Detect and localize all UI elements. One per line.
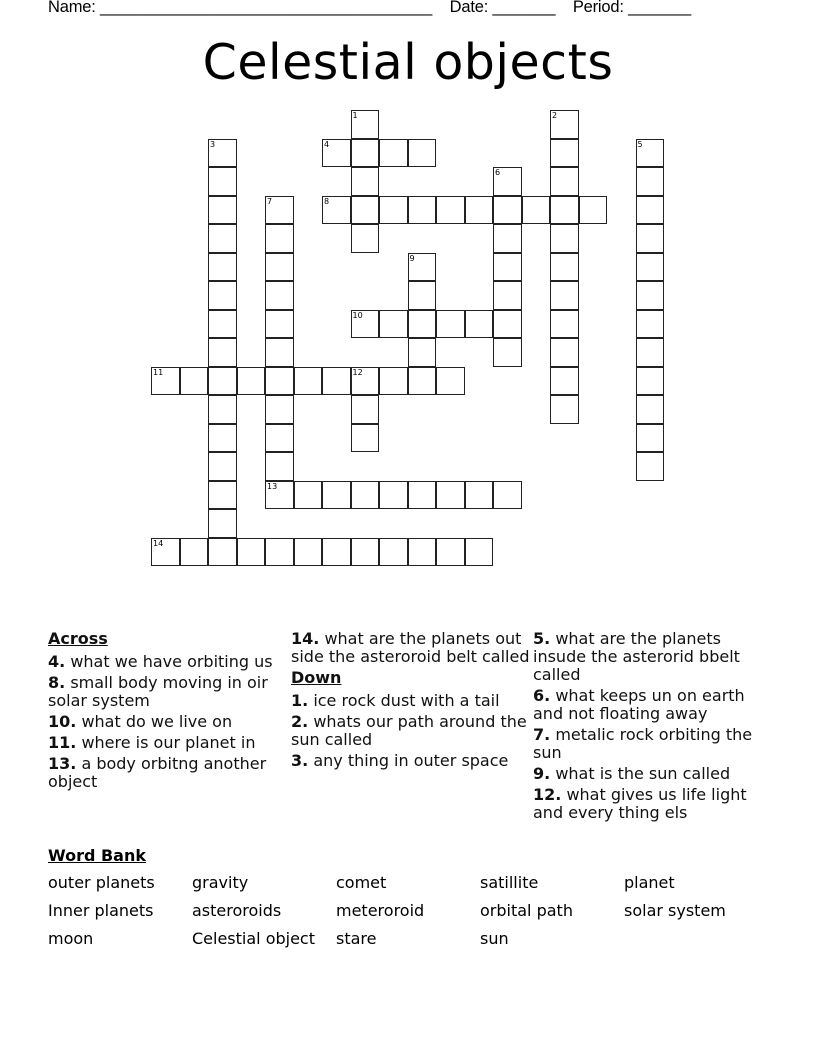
crossword-cell[interactable]: [322, 538, 351, 567]
clue-text: where is our planet in: [81, 733, 256, 752]
crossword-cell[interactable]: [265, 281, 294, 310]
crossword-cell[interactable]: [379, 139, 408, 168]
crossword-cell[interactable]: [208, 367, 237, 396]
crossword-cell[interactable]: [408, 367, 437, 396]
crossword-cell[interactable]: [237, 538, 266, 567]
clue-across-11: [48, 734, 278, 752]
crossword-cell[interactable]: [265, 367, 294, 396]
clues-column-2: [291, 630, 531, 773]
crossword-cell[interactable]: [636, 139, 665, 168]
crossword-cell[interactable]: [550, 167, 579, 196]
crossword-cell[interactable]: [493, 224, 522, 253]
crossword-cell[interactable]: [636, 452, 665, 481]
across-heading: Across: [48, 629, 108, 648]
crossword-cell[interactable]: [550, 139, 579, 168]
word-bank-item: stare: [336, 929, 377, 948]
crossword-cell[interactable]: [208, 139, 237, 168]
crossword-cell[interactable]: [408, 281, 437, 310]
crossword-cell[interactable]: [436, 538, 465, 567]
crossword-cell[interactable]: [550, 281, 579, 310]
word-bank-item: asteroroids: [192, 901, 282, 920]
crossword-cell[interactable]: [208, 253, 237, 282]
crossword-cell[interactable]: [265, 338, 294, 367]
crossword-cell[interactable]: [408, 338, 437, 367]
clue-number-label: 9: [409, 253, 415, 263]
clue-number: 10.: [48, 712, 77, 731]
crossword-cell[interactable]: [636, 281, 665, 310]
crossword-cell[interactable]: [436, 367, 465, 396]
clue-number-label: 6: [495, 168, 501, 177]
crossword-cell[interactable]: [351, 196, 380, 225]
crossword-cell[interactable]: [180, 367, 209, 396]
crossword-cell[interactable]: [436, 196, 465, 225]
crossword-cell[interactable]: [265, 224, 294, 253]
crossword-cell[interactable]: [493, 167, 522, 196]
crossword-cell[interactable]: [294, 538, 323, 567]
clues-column-1: [48, 630, 278, 794]
crossword-cell[interactable]: [550, 367, 579, 396]
crossword-cell[interactable]: [208, 452, 237, 481]
clue-text: what gives us life light and every thing els: [533, 785, 747, 822]
clue-down-3: [291, 752, 531, 770]
crossword-cell[interactable]: [408, 139, 437, 168]
clue-text: what are the planets insude the asterorid bbelt called: [533, 629, 740, 684]
crossword-cell[interactable]: [636, 424, 665, 453]
crossword-cell[interactable]: [208, 310, 237, 339]
clue-number-label: 13: [267, 481, 278, 491]
crossword-cell[interactable]: [579, 196, 608, 225]
crossword-cell[interactable]: [208, 538, 237, 567]
word-bank-item: orbital path: [480, 901, 573, 920]
down-heading: Down: [291, 668, 342, 687]
crossword-cell[interactable]: [465, 310, 494, 339]
word-bank-item: Inner planets: [48, 901, 154, 920]
clue-number-label: 4: [324, 139, 330, 149]
crossword-cell[interactable]: [379, 367, 408, 396]
clue-number: 9.: [533, 764, 551, 783]
crossword-cell[interactable]: [636, 310, 665, 339]
word-bank-item: outer planets: [48, 873, 155, 892]
word-bank-item: comet: [336, 873, 387, 892]
crossword-cell[interactable]: [379, 310, 408, 339]
crossword-cell[interactable]: [550, 196, 579, 225]
crossword-cell[interactable]: [351, 424, 380, 453]
crossword-cell[interactable]: [351, 110, 380, 139]
clue-number-label: 2: [552, 111, 558, 120]
crossword-cell[interactable]: [237, 367, 266, 396]
crossword-cell[interactable]: [636, 395, 665, 424]
clue-number-label: 8: [324, 196, 330, 206]
crossword-cell[interactable]: [351, 167, 380, 196]
crossword-cell[interactable]: [493, 338, 522, 367]
crossword-cell[interactable]: [265, 481, 294, 510]
clue-number: 14.: [291, 629, 320, 648]
clue-down-12: [533, 786, 773, 822]
clue-text: ice rock dust with a tail: [313, 691, 500, 710]
word-bank-item: gravity: [192, 873, 249, 892]
crossword-cell[interactable]: [151, 367, 180, 396]
crossword-cell[interactable]: [636, 196, 665, 225]
crossword-cell[interactable]: [265, 452, 294, 481]
crossword-cell[interactable]: [408, 196, 437, 225]
crossword-cell[interactable]: [208, 509, 237, 538]
word-bank-item: solar system: [624, 901, 726, 920]
crossword-cell[interactable]: [265, 253, 294, 282]
crossword-cell[interactable]: [493, 310, 522, 339]
crossword-cell[interactable]: [465, 538, 494, 567]
clue-down-6: [533, 687, 773, 723]
clue-number: 2.: [291, 712, 309, 731]
clue-across-8: [48, 674, 278, 710]
crossword-cell[interactable]: [465, 196, 494, 225]
clue-text: what do we live on: [81, 712, 233, 731]
clue-text: what are the planets out side the asteroroid belt called: [291, 629, 530, 666]
clue-number: 6.: [533, 686, 551, 705]
clue-number-label: 7: [267, 196, 273, 206]
student-info-line: Name: _____________________________________ Date: _______ Period: _______: [48, 0, 691, 16]
crossword-cell[interactable]: [550, 338, 579, 367]
clue-number: 1.: [291, 691, 309, 710]
clue-number: 5.: [533, 629, 551, 648]
word-bank-item: moon: [48, 929, 94, 948]
clue-text: what keeps un on earth and not floating away: [533, 686, 745, 723]
clue-number: 12.: [533, 785, 562, 804]
crossword-cell[interactable]: [351, 224, 380, 253]
crossword-cell[interactable]: [550, 310, 579, 339]
clue-text: any thing in outer space: [313, 751, 509, 770]
crossword-cell[interactable]: [408, 310, 437, 339]
crossword-cell[interactable]: [550, 224, 579, 253]
crossword-cell[interactable]: [636, 338, 665, 367]
page-title: Celestial objects: [202, 34, 614, 91]
crossword-cell[interactable]: [265, 424, 294, 453]
clue-number-label: 12: [352, 367, 363, 377]
crossword-cell[interactable]: [351, 310, 380, 339]
crossword-cell[interactable]: [408, 481, 437, 510]
clue-number-label: 14: [153, 538, 164, 548]
word-bank-heading: Word Bank: [48, 846, 147, 865]
clue-down-1: [291, 692, 531, 710]
clue-number: 7.: [533, 725, 551, 744]
crossword-cell[interactable]: [636, 253, 665, 282]
crossword-cell[interactable]: [636, 367, 665, 396]
clue-number-label: 3: [210, 139, 216, 149]
word-bank: [48, 874, 768, 948]
clue-number-label: 10: [352, 310, 363, 320]
clue-across-10: [48, 713, 278, 731]
crossword-cell[interactable]: [550, 253, 579, 282]
crossword-cell[interactable]: [265, 196, 294, 225]
crossword-cell[interactable]: [294, 481, 323, 510]
crossword-cell[interactable]: [379, 196, 408, 225]
crossword-cell[interactable]: [294, 367, 323, 396]
crossword-cell[interactable]: [208, 281, 237, 310]
clue-down-9: [533, 765, 773, 783]
crossword-cell[interactable]: [408, 253, 437, 282]
crossword-cell[interactable]: [465, 481, 494, 510]
word-bank-item: Celestial object: [192, 929, 315, 948]
clue-text: whats our path around the sun called: [291, 712, 527, 749]
crossword-cell[interactable]: [351, 139, 380, 168]
crossword-cell[interactable]: [322, 481, 351, 510]
crossword-cell[interactable]: [493, 196, 522, 225]
word-bank-item: meteroroid: [336, 901, 425, 920]
clue-number: 13.: [48, 754, 77, 773]
crossword-cell[interactable]: [322, 139, 351, 168]
word-bank-item: planet: [624, 873, 675, 892]
crossword-cell[interactable]: [265, 395, 294, 424]
crossword-cell[interactable]: [636, 167, 665, 196]
word-bank-item: satillite: [480, 873, 539, 892]
crossword-cell[interactable]: [436, 310, 465, 339]
crossword-cell[interactable]: [351, 367, 380, 396]
clue-number: 11.: [48, 733, 77, 752]
crossword-cell[interactable]: [493, 253, 522, 282]
clue-number-label: 11: [153, 367, 164, 377]
crossword-cell[interactable]: [379, 538, 408, 567]
crossword-cell[interactable]: [550, 395, 579, 424]
crossword-cell[interactable]: [351, 395, 380, 424]
crossword-cell[interactable]: [493, 281, 522, 310]
clue-number-label: 5: [637, 139, 643, 149]
crossword-cell[interactable]: [351, 481, 380, 510]
clue-number: 8.: [48, 673, 66, 692]
clue-down-7: [533, 726, 773, 762]
crossword-cell[interactable]: [436, 481, 465, 510]
crossword-cell[interactable]: [522, 196, 551, 225]
clue-text: what is the sun called: [555, 764, 731, 783]
crossword-cell[interactable]: [208, 224, 237, 253]
clue-across-14: [291, 630, 531, 666]
crossword-cell[interactable]: [208, 424, 237, 453]
clue-down-2: [291, 713, 531, 749]
crossword-cell[interactable]: [208, 338, 237, 367]
crossword-cell[interactable]: [180, 538, 209, 567]
crossword-cell[interactable]: [265, 310, 294, 339]
clue-text: a body orbitng another object: [48, 754, 267, 791]
crossword-cell[interactable]: [208, 395, 237, 424]
crossword-cell[interactable]: [322, 196, 351, 225]
clue-across-13: [48, 755, 278, 791]
clue-text: small body moving in oir solar system: [48, 673, 268, 710]
crossword-cell[interactable]: [351, 538, 380, 567]
crossword-cell[interactable]: [322, 367, 351, 396]
clue-number-label: 1: [352, 111, 358, 120]
clue-across-4: [48, 653, 278, 671]
clue-text: metalic rock orbiting the sun: [533, 725, 753, 762]
crossword-cell[interactable]: [636, 224, 665, 253]
clue-number: 4.: [48, 652, 66, 671]
crossword-cell[interactable]: [408, 538, 437, 567]
crossword-cell[interactable]: [208, 167, 237, 196]
clue-down-5: [533, 630, 773, 684]
crossword-cell[interactable]: [550, 110, 579, 139]
crossword-cell[interactable]: [265, 538, 294, 567]
crossword-cell[interactable]: [493, 481, 522, 510]
crossword-cell[interactable]: [379, 481, 408, 510]
word-bank-item: sun: [480, 929, 509, 948]
crossword-cell[interactable]: [208, 481, 237, 510]
clues-column-3: [533, 630, 773, 825]
clue-number: 3.: [291, 751, 309, 770]
crossword-cell[interactable]: [151, 538, 180, 567]
crossword-cell[interactable]: [208, 196, 237, 225]
clue-text: what we have orbiting us: [70, 652, 273, 671]
